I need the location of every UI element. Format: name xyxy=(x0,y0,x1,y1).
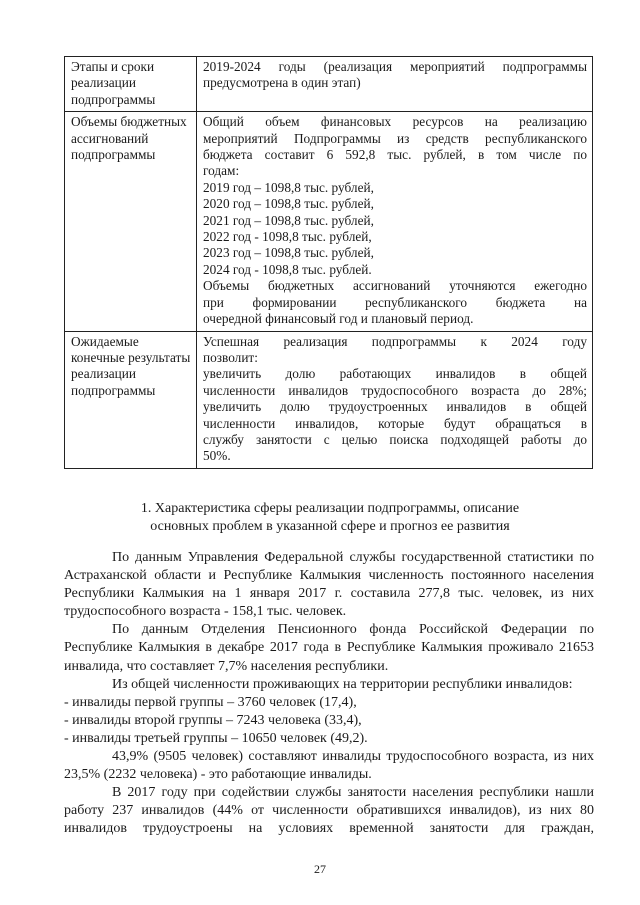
text-line: увеличить долю работающих инвалидов в общей xyxy=(203,366,587,382)
table-row xyxy=(65,112,593,331)
text-line: предусмотрена в один этап) xyxy=(203,75,361,91)
paragraph: Из общей численности проживающих на территории республики инвалидов: xyxy=(112,676,573,692)
text-line: при формировании республиканского бюджета на xyxy=(203,294,587,310)
paragraph: По данным Управления Федеральной службы государственной статистики по Астраханской области и Республике Калмыкия численность постоянного населения Республики Калмыкия на 1 января 2017 г. составила 277,8 тыс. человек, из них трудоспособного возраста - 158,1 тыс. человек. xyxy=(64,550,594,620)
text-line: годам: xyxy=(203,163,240,179)
text-line: численности инвалидов, которые будут обращаться в xyxy=(203,415,587,431)
paragraph: По данным Отделения Пенсионного фонда Российской Федерации по Республике Калмыкия в декабре 2017 года в Республике Калмыкия проживало 21653 инвалида, что составляет 7,7% населения республики. xyxy=(64,622,594,674)
text-line: 2022 год - 1098,8 тыс. рублей, xyxy=(203,229,372,245)
row-label: Этапы и сроки реализации подпрограммы xyxy=(65,57,197,112)
paragraph: В 2017 году при содействии службы занятости населения республики нашли работу 237 инвалидов (44% от численности обратившихся инвалидов), из них 80 инвалидов трудоустроены на условиях временной занятости для граждан, xyxy=(64,785,594,837)
subprogram-passport-table xyxy=(64,56,593,469)
text-line: Объемы бюджетных ассигнований уточняются ежегодно xyxy=(203,278,587,294)
text-line: Успешная реализация подпрограммы к 2024 году xyxy=(203,333,587,349)
text-line: очередной финансовый год и плановый период. xyxy=(203,311,474,327)
text-line: позволит: xyxy=(203,349,258,365)
list-item: - инвалиды первой группы – 3760 человек (17,4), xyxy=(64,694,357,710)
text-line: 2020 год – 1098,8 тыс. рублей, xyxy=(203,196,374,212)
text-line: 2019 год – 1098,8 тыс. рублей, xyxy=(203,179,374,195)
row-content xyxy=(197,112,593,331)
row-label: Ожидаемые конечные результаты реализации подпрограммы xyxy=(65,331,197,468)
text-line: 50%. xyxy=(203,448,231,464)
list-item: - инвалиды второй группы – 7243 человека (33,4), xyxy=(64,712,362,728)
text-line: службу занятости с целью поиска подходящей работы до xyxy=(203,431,587,447)
text-line: бюджета составит 6 592,8 тыс. рублей, в том числе по xyxy=(203,147,587,163)
text-line: численности инвалидов трудоспособного возраста до 28%; xyxy=(203,382,587,398)
text-line: 2019-2024 годы (реализация мероприятий подпрограммы xyxy=(203,59,587,74)
section-title-line: основных проблем в указанной сфере и прогноз ее развития xyxy=(150,519,510,534)
text-line: 2023 год – 1098,8 тыс. рублей, xyxy=(203,245,374,261)
list-item: - инвалиды третьей группы – 10650 человек (49,2). xyxy=(64,730,368,746)
text-line: увеличить долю трудоустроенных инвалидов в общей xyxy=(203,399,587,415)
page-number: 27 xyxy=(314,862,326,876)
text-line: мероприятий Подпрограммы из средств республиканского xyxy=(203,130,587,146)
paragraph: 43,9% (9505 человек) составляют инвалиды трудоспособного возраста, из них 23,5% (2232 человека) - это работающие инвалиды. xyxy=(64,749,594,783)
text-line: Общий объем финансовых ресурсов на реализацию xyxy=(203,114,587,130)
table-row xyxy=(65,57,593,112)
body-text xyxy=(64,549,594,839)
row-label: Объемы бюджетных ассигнований подпрограммы xyxy=(65,112,197,331)
row-content xyxy=(197,57,593,112)
table-row xyxy=(65,331,593,468)
text-line: 2021 год – 1098,8 тыс. рублей, xyxy=(203,212,374,228)
section-title xyxy=(100,500,560,536)
row-content xyxy=(197,331,593,468)
text-line: 2024 год - 1098,8 тыс. рублей. xyxy=(203,261,372,277)
section-title-line: 1. Характеристика сферы реализации подпрограммы, описание xyxy=(140,501,520,516)
